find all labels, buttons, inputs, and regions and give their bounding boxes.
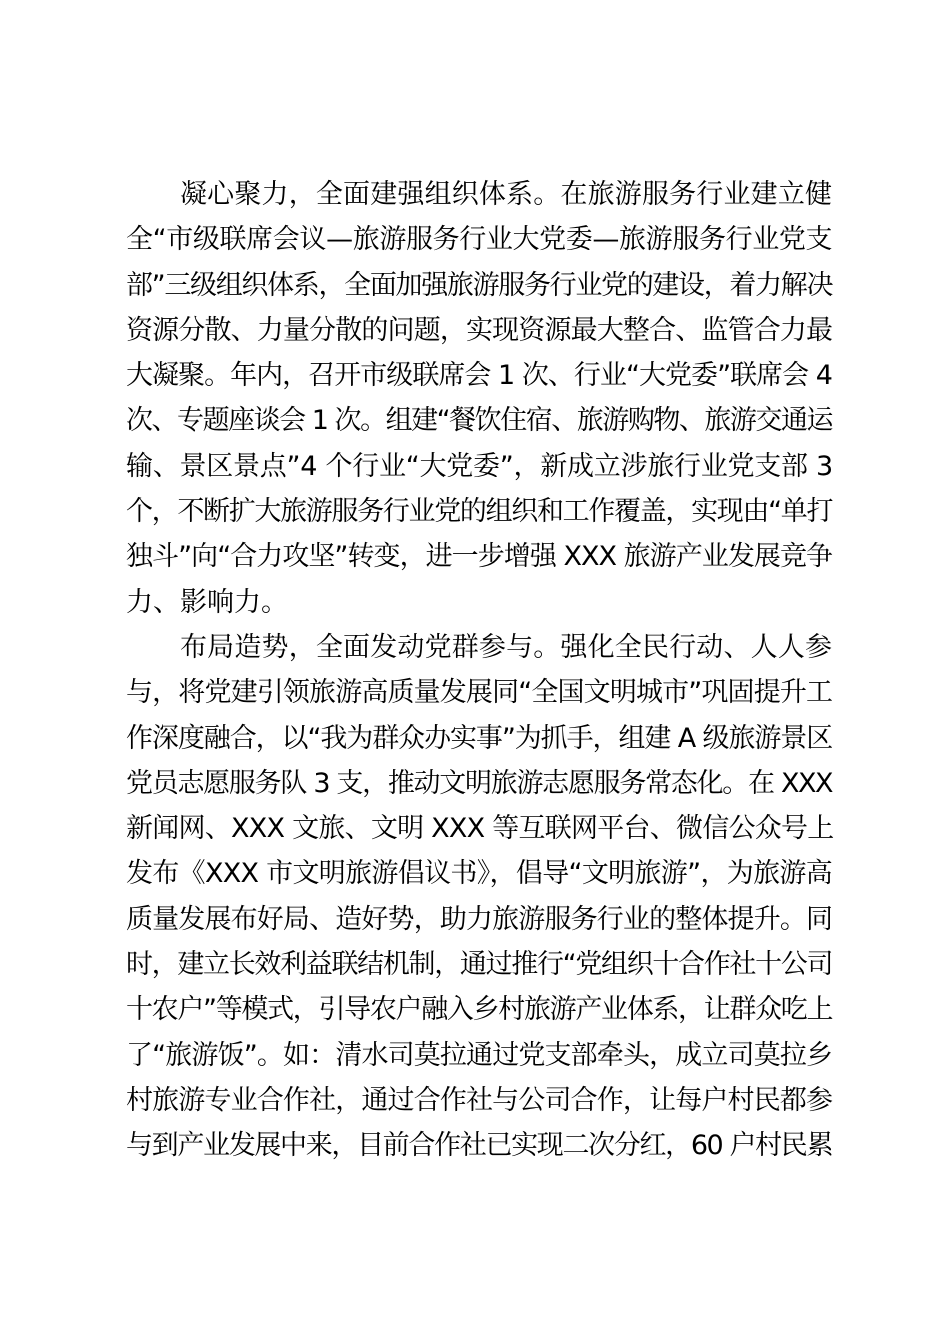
paragraph-line: 大凝聚。年内，召开市级联席会 1 次、行业“大党委”联席会 4 xyxy=(126,360,832,392)
document-body xyxy=(126,172,832,1169)
paragraph-line: 党员志愿服务队 3 支，推动文明旅游志愿服务常态化。在 XXX xyxy=(126,767,832,799)
paragraph-line: 村旅游专业合作社，通过合作社与公司合作，让每户村民都参 xyxy=(126,1084,832,1116)
paragraph-line: 新闻网、XXX 文旅、文明 XXX 等互联网平台、微信公众号上 xyxy=(126,813,834,845)
paragraph-line: 独斗”向“合力攻坚”转变，进一步增强 XXX 旅游产业发展竞争 xyxy=(126,541,832,573)
paragraph-line: 部”三级组织体系，全面加强旅游服务行业党的建设，着力解决 xyxy=(126,269,832,301)
paragraph-organization-system xyxy=(126,172,832,625)
paragraph-line: 输、景区景点”4 个行业“大党委”，新成立涉旅行业党支部 3 xyxy=(126,450,833,482)
paragraph-party-mass-participation xyxy=(126,625,832,1169)
paragraph-line: 作深度融合，以“我为群众办实事”为抓手，组建 A 级旅游景区 xyxy=(126,722,832,754)
paragraph-line: 资源分散、力量分散的问题，实现资源最大整合、监管合力最 xyxy=(126,314,832,346)
paragraph-line: 次、专题座谈会 1 次。组建“餐饮住宿、旅游购物、旅游交通运 xyxy=(126,405,832,437)
paragraph-line: 布局造势，全面发动党群参与。强化全民行动、人人参 xyxy=(180,631,832,663)
paragraph-line: 个，不断扩大旅游服务行业党的组织和工作覆盖，实现由“单打 xyxy=(126,496,832,528)
paragraph-line: 全“市级联席会议—旅游服务行业大党委—旅游服务行业党支 xyxy=(126,224,832,256)
paragraph-line: 质量发展布好局、造好势，助力旅游服务行业的整体提升。同 xyxy=(126,903,832,935)
paragraph-line: 十农户”等模式，引导农户融入乡村旅游产业体系，让群众吃上 xyxy=(126,994,832,1026)
paragraph-line: 与到产业发展中来，目前合作社已实现二次分红，60 户村民累 xyxy=(126,1130,832,1162)
paragraph-line: 力、影响力。 xyxy=(126,586,288,618)
paragraph-line: 与，将党建引领旅游高质量发展同“全国文明城市”巩固提升工 xyxy=(126,677,832,709)
paragraph-line: 发布《XXX 市文明旅游倡议书》，倡导“文明旅游”，为旅游高 xyxy=(126,858,832,890)
paragraph-line: 凝心聚力，全面建强组织体系。在旅游服务行业建立健 xyxy=(180,179,832,210)
paragraph-line: 了“旅游饭”。如：清水司莫拉通过党支部牵头，成立司莫拉乡 xyxy=(126,1039,832,1071)
paragraph-line: 时，建立长效利益联结机制，通过推行“党组织十合作社十公司 xyxy=(126,949,832,981)
